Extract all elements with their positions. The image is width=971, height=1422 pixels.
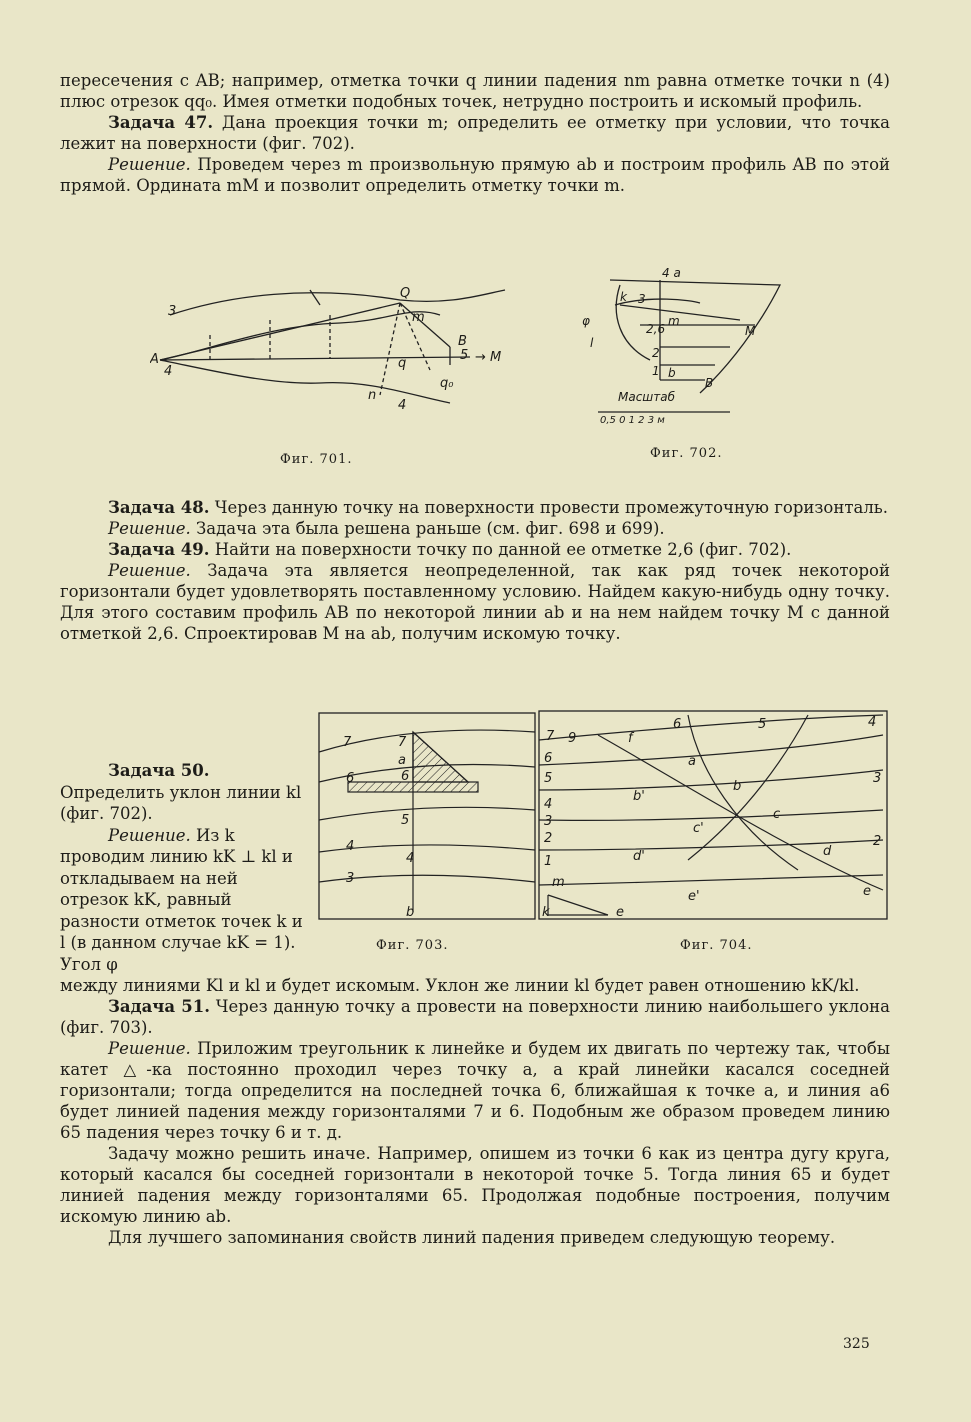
svg-text:5: 5	[401, 813, 410, 828]
svg-text:l: l	[590, 336, 594, 350]
svg-text:c: c	[773, 807, 781, 822]
svg-text:φ: φ	[582, 314, 590, 328]
figure-703	[318, 712, 536, 920]
svg-text:2,6: 2,6	[646, 322, 666, 336]
svg-text:3: 3	[873, 771, 882, 786]
svg-text:n: n	[368, 388, 377, 403]
svg-text:c': c'	[693, 821, 704, 836]
svg-text:3: 3	[168, 304, 177, 319]
figure-704	[538, 710, 888, 920]
paragraph: между линиями Kl и kl и будет искомым. Уклон же линии kl будет равен отношению kK/kl.	[60, 976, 860, 995]
solution-47: Решение. Проведем через m произвольную прямую ab и построим профиль AB по этой прямой. Ордината mM и позволит определить отметку точки m.	[60, 155, 890, 195]
svg-text:A: A	[150, 352, 159, 367]
svg-text:q: q	[398, 356, 407, 371]
svg-text:d': d'	[633, 849, 645, 864]
top-text	[60, 70, 890, 196]
svg-text:1: 1	[544, 854, 553, 869]
svg-text:m: m	[412, 310, 425, 325]
caption-702: Фиг. 702.	[650, 446, 723, 461]
figure-701	[150, 275, 520, 415]
svg-text:b: b	[668, 366, 676, 380]
caption-703: Фиг. 703.	[376, 938, 449, 953]
svg-text:b': b'	[633, 789, 645, 804]
svg-text:5: 5	[460, 348, 469, 363]
svg-text:a: a	[398, 753, 406, 768]
svg-text:4: 4	[868, 715, 877, 730]
svg-text:7: 7	[398, 735, 407, 750]
svg-text:4: 4	[346, 839, 355, 854]
svg-text:1: 1	[652, 364, 660, 378]
svg-text:2: 2	[652, 346, 660, 360]
figure-702	[580, 265, 790, 425]
svg-text:3: 3	[544, 814, 553, 829]
svg-text:2: 2	[873, 834, 882, 849]
task-48: Задача 48. Через данную точку на поверхности провести промежуточную горизонталь.	[108, 498, 889, 517]
paragraph: пересечения с AB; например, отметка точки q линии падения nm равна отметке точки n (4) плюс отрезок qq₀. Имея отметки подобных точек, нетрудно построить и искомый профиль.	[60, 71, 890, 111]
svg-text:q₀: q₀	[440, 376, 454, 391]
solution-50: Решение. Из k проводим линию kK ⊥ kl и откладываем на ней отрезок kK, равный разности отметок точек k и l (в данном случае kK = 1). Угол φ	[60, 825, 303, 974]
svg-text:e: e	[616, 905, 624, 920]
middle-text	[60, 497, 890, 644]
svg-text:3: 3	[346, 871, 355, 886]
solution-49: Решение. Задача эта является неопределенной, так как ряд точек некоторой горизонтали будет удовлетворять поставленному условию. Найдем какую-нибудь одну точку. Для этого составим профиль AB по некоторой линии ab и на нем найдем точку M с данной отметкой 2,6. Спроектировав M на ab, получим искомую точку.	[60, 561, 890, 643]
paragraph: Задачу можно решить иначе. Например, опишем из точки 6 как из центра дугу круга, который касался бы соседней горизонтали в некоторой точке 5. Тогда линия 65 и будет линией падения между горизонталями 65. Продолжая подобные построения, получим искомую линию ab.	[60, 1144, 890, 1226]
scale-label: Масштаб	[618, 390, 676, 404]
svg-text:Q: Q	[400, 286, 411, 301]
svg-text:e: e	[863, 884, 871, 899]
svg-text:4: 4	[398, 398, 407, 413]
svg-text:6: 6	[401, 769, 410, 784]
task-50: Задача 50. Определить уклон линии kl (фиг. 702).	[60, 761, 302, 823]
paragraph: Для лучшего запоминания свойств линий падения приведем следующую теорему.	[108, 1228, 836, 1247]
task-49: Задача 49. Найти на поверхности точку по данной ее отметке 2,6 (фиг. 702).	[108, 540, 792, 559]
svg-text:4 a: 4 a	[662, 266, 681, 280]
bottom-text	[60, 975, 890, 1248]
svg-text:9: 9	[568, 731, 577, 746]
narrow-column	[60, 760, 304, 975]
caption-704: Фиг. 704.	[680, 938, 753, 953]
svg-text:k: k	[620, 290, 627, 304]
svg-text:b: b	[733, 779, 742, 794]
svg-text:4: 4	[406, 851, 415, 866]
svg-text:6: 6	[544, 751, 553, 766]
svg-text:b: b	[406, 905, 415, 920]
svg-text:a: a	[688, 754, 696, 769]
svg-text:M: M	[745, 324, 756, 338]
svg-text:2: 2	[544, 831, 553, 846]
svg-text:f: f	[628, 731, 633, 746]
svg-text:B: B	[705, 376, 714, 390]
svg-text:6: 6	[346, 771, 355, 786]
svg-text:7: 7	[343, 735, 352, 750]
svg-text:k: k	[542, 905, 550, 920]
svg-text:m: m	[552, 875, 565, 890]
svg-text:5: 5	[544, 771, 553, 786]
scale-ticks: 0,5 0 1 2 3 м	[600, 415, 665, 425]
solution-48: Решение. Задача эта была решена раньше (см. фиг. 698 и 699).	[108, 519, 665, 538]
svg-text:4: 4	[544, 797, 553, 812]
svg-text:B: B	[458, 334, 467, 349]
svg-text:→ M: → M	[475, 350, 502, 365]
task-47: Задача 47. Дана проекция точки m; определить ее отметку при условии, что точка лежит на поверхности (фиг. 702).	[60, 113, 891, 153]
svg-text:e': e'	[688, 889, 700, 904]
svg-text:d: d	[823, 844, 832, 859]
svg-text:m: m	[668, 314, 680, 328]
svg-text:5: 5	[758, 717, 767, 732]
svg-text:6: 6	[673, 717, 682, 732]
svg-text:4: 4	[164, 364, 173, 379]
solution-51: Решение. Приложим треугольник к линейке и будем их двигать по чертежу так, чтобы катет △-ка постоянно проходил через точку a, а край линейки касался соседней горизонтали; тогда определится на последней точка 6, ближайшая к точке a, и линия a6 будет линией падения между горизонталями 7 и 6. Подобным же образом проведем линию 65 падения через точку 6 и т. д.	[60, 1039, 890, 1142]
svg-text:7: 7	[546, 729, 555, 744]
svg-text:3: 3	[638, 292, 646, 306]
task-51: Задача 51. Через данную точку a провести на поверхности линию наибольшего уклона (фиг. 703).	[60, 997, 891, 1037]
page-number: 325	[843, 1336, 870, 1352]
caption-701: Фиг. 701.	[280, 452, 353, 467]
